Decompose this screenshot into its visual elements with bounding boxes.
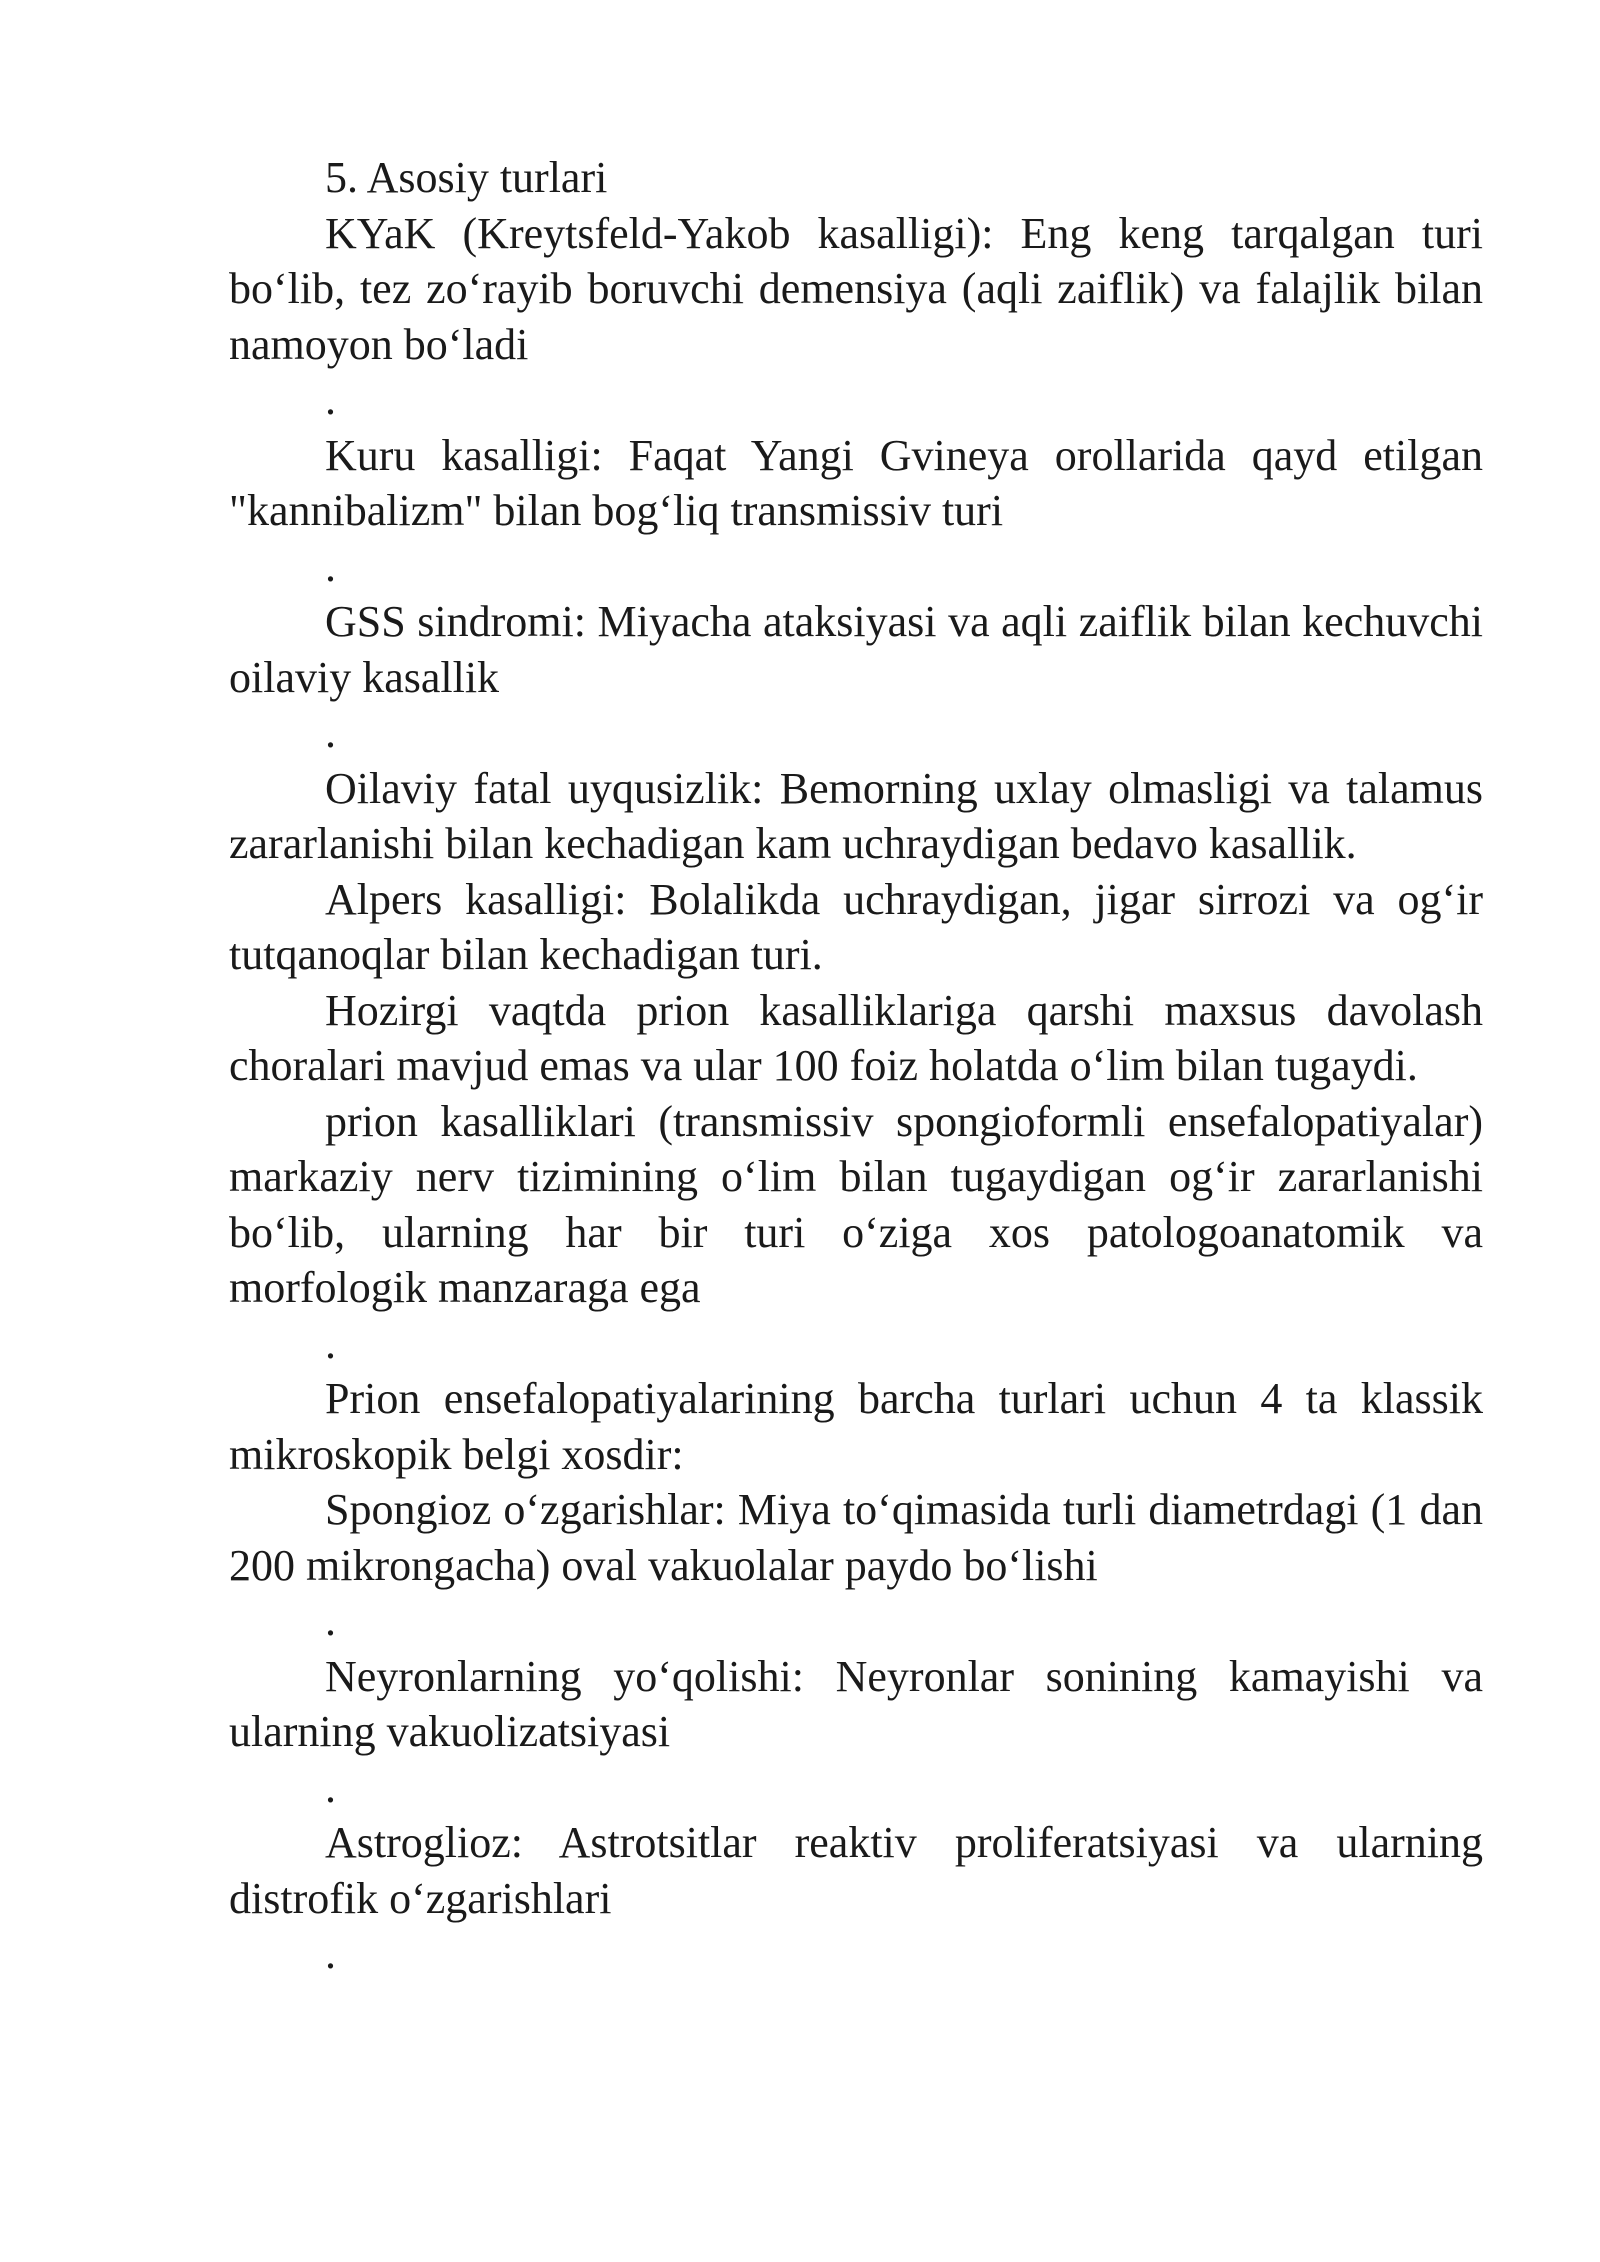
paragraph-astrogliosis: Astroglioz: Astrotsitlar reaktiv proliferatsiyasi va ularning distrofik o‘zgarishlari [229,1818,1483,1923]
paragraph-kyak: KYaK (Kreytsfeld-Yakob kasalligi): Eng keng tarqalgan turi bo‘lib, tez zo‘rayib boruvchi demensiya (aqli zaiflik) va falajlik bilan namoyon bo‘ladi [229,208,1483,369]
paragraph-gss: GSS sindromi: Miyacha ataksiyasi va aqli zaiflik bilan kechuvchi oilaviy kasallik [229,597,1483,702]
paragraph-prion-definition: prion kasalliklari (transmissiv spongioformli ensefalopatiyalar) markaziy nerv tizimining o‘lim bilan tugaydigan og‘ir zararlanishi bo‘lib, ularning har bir turi o‘ziga xos patologoanatomik va morfologik manzaraga ega [229,1096,1483,1312]
separator-dot: . [325,708,336,757]
separator-dot: . [325,541,336,591]
paragraph-spongiosis: Spongioz o‘zgarishlar: Miya to‘qimasida turli diametrdagi (1 dan 200 mikrongacha) oval vakuolalar paydo bo‘lishi [229,1485,1483,1590]
separator-dot: . [325,1762,336,1812]
separator-dot: . [325,1929,336,1978]
paragraph-treatment: Hozirgi vaqtda prion kasalliklariga qarshi maxsus davolash choralari mavjud emas va ular 100 foiz holatda o‘lim bilan tugaydi. [229,985,1483,1090]
document-page [229,150,1483,1982]
separator-dot: . [325,1596,336,1645]
paragraph-neuron-loss: Neyronlarning yo‘qolishi: Neyronlar sonining kamayishi va ularning vakuolizatsiyasi [229,1651,1483,1756]
section-heading: 5. Asosiy turlari [325,153,608,202]
paragraph-fatal-insomnia: Oilaviy fatal uyqusizlik: Bemorning uxlay olmasligi va talamus zararlanishi bilan kechadigan kam uchraydigan bedavo kasallik. [229,763,1483,868]
separator-dot: . [325,375,336,424]
paragraph-signs-intro: Prion ensefalopatiyalarining barcha turlari uchun 4 ta klassik mikroskopik belgi xosdir: [229,1374,1483,1479]
paragraph-alpers: Alpers kasalligi: Bolalikda uchraydigan, jigar sirrozi va og‘ir tutqanoqlar bilan kechadigan turi. [229,874,1483,979]
separator-dot: . [325,1318,336,1368]
paragraph-kuru: Kuru kasalligi: Faqat Yangi Gvineya orollarida qayd etilgan "kannibalizm" bilan bog‘liq transmissiv turi [229,430,1483,535]
